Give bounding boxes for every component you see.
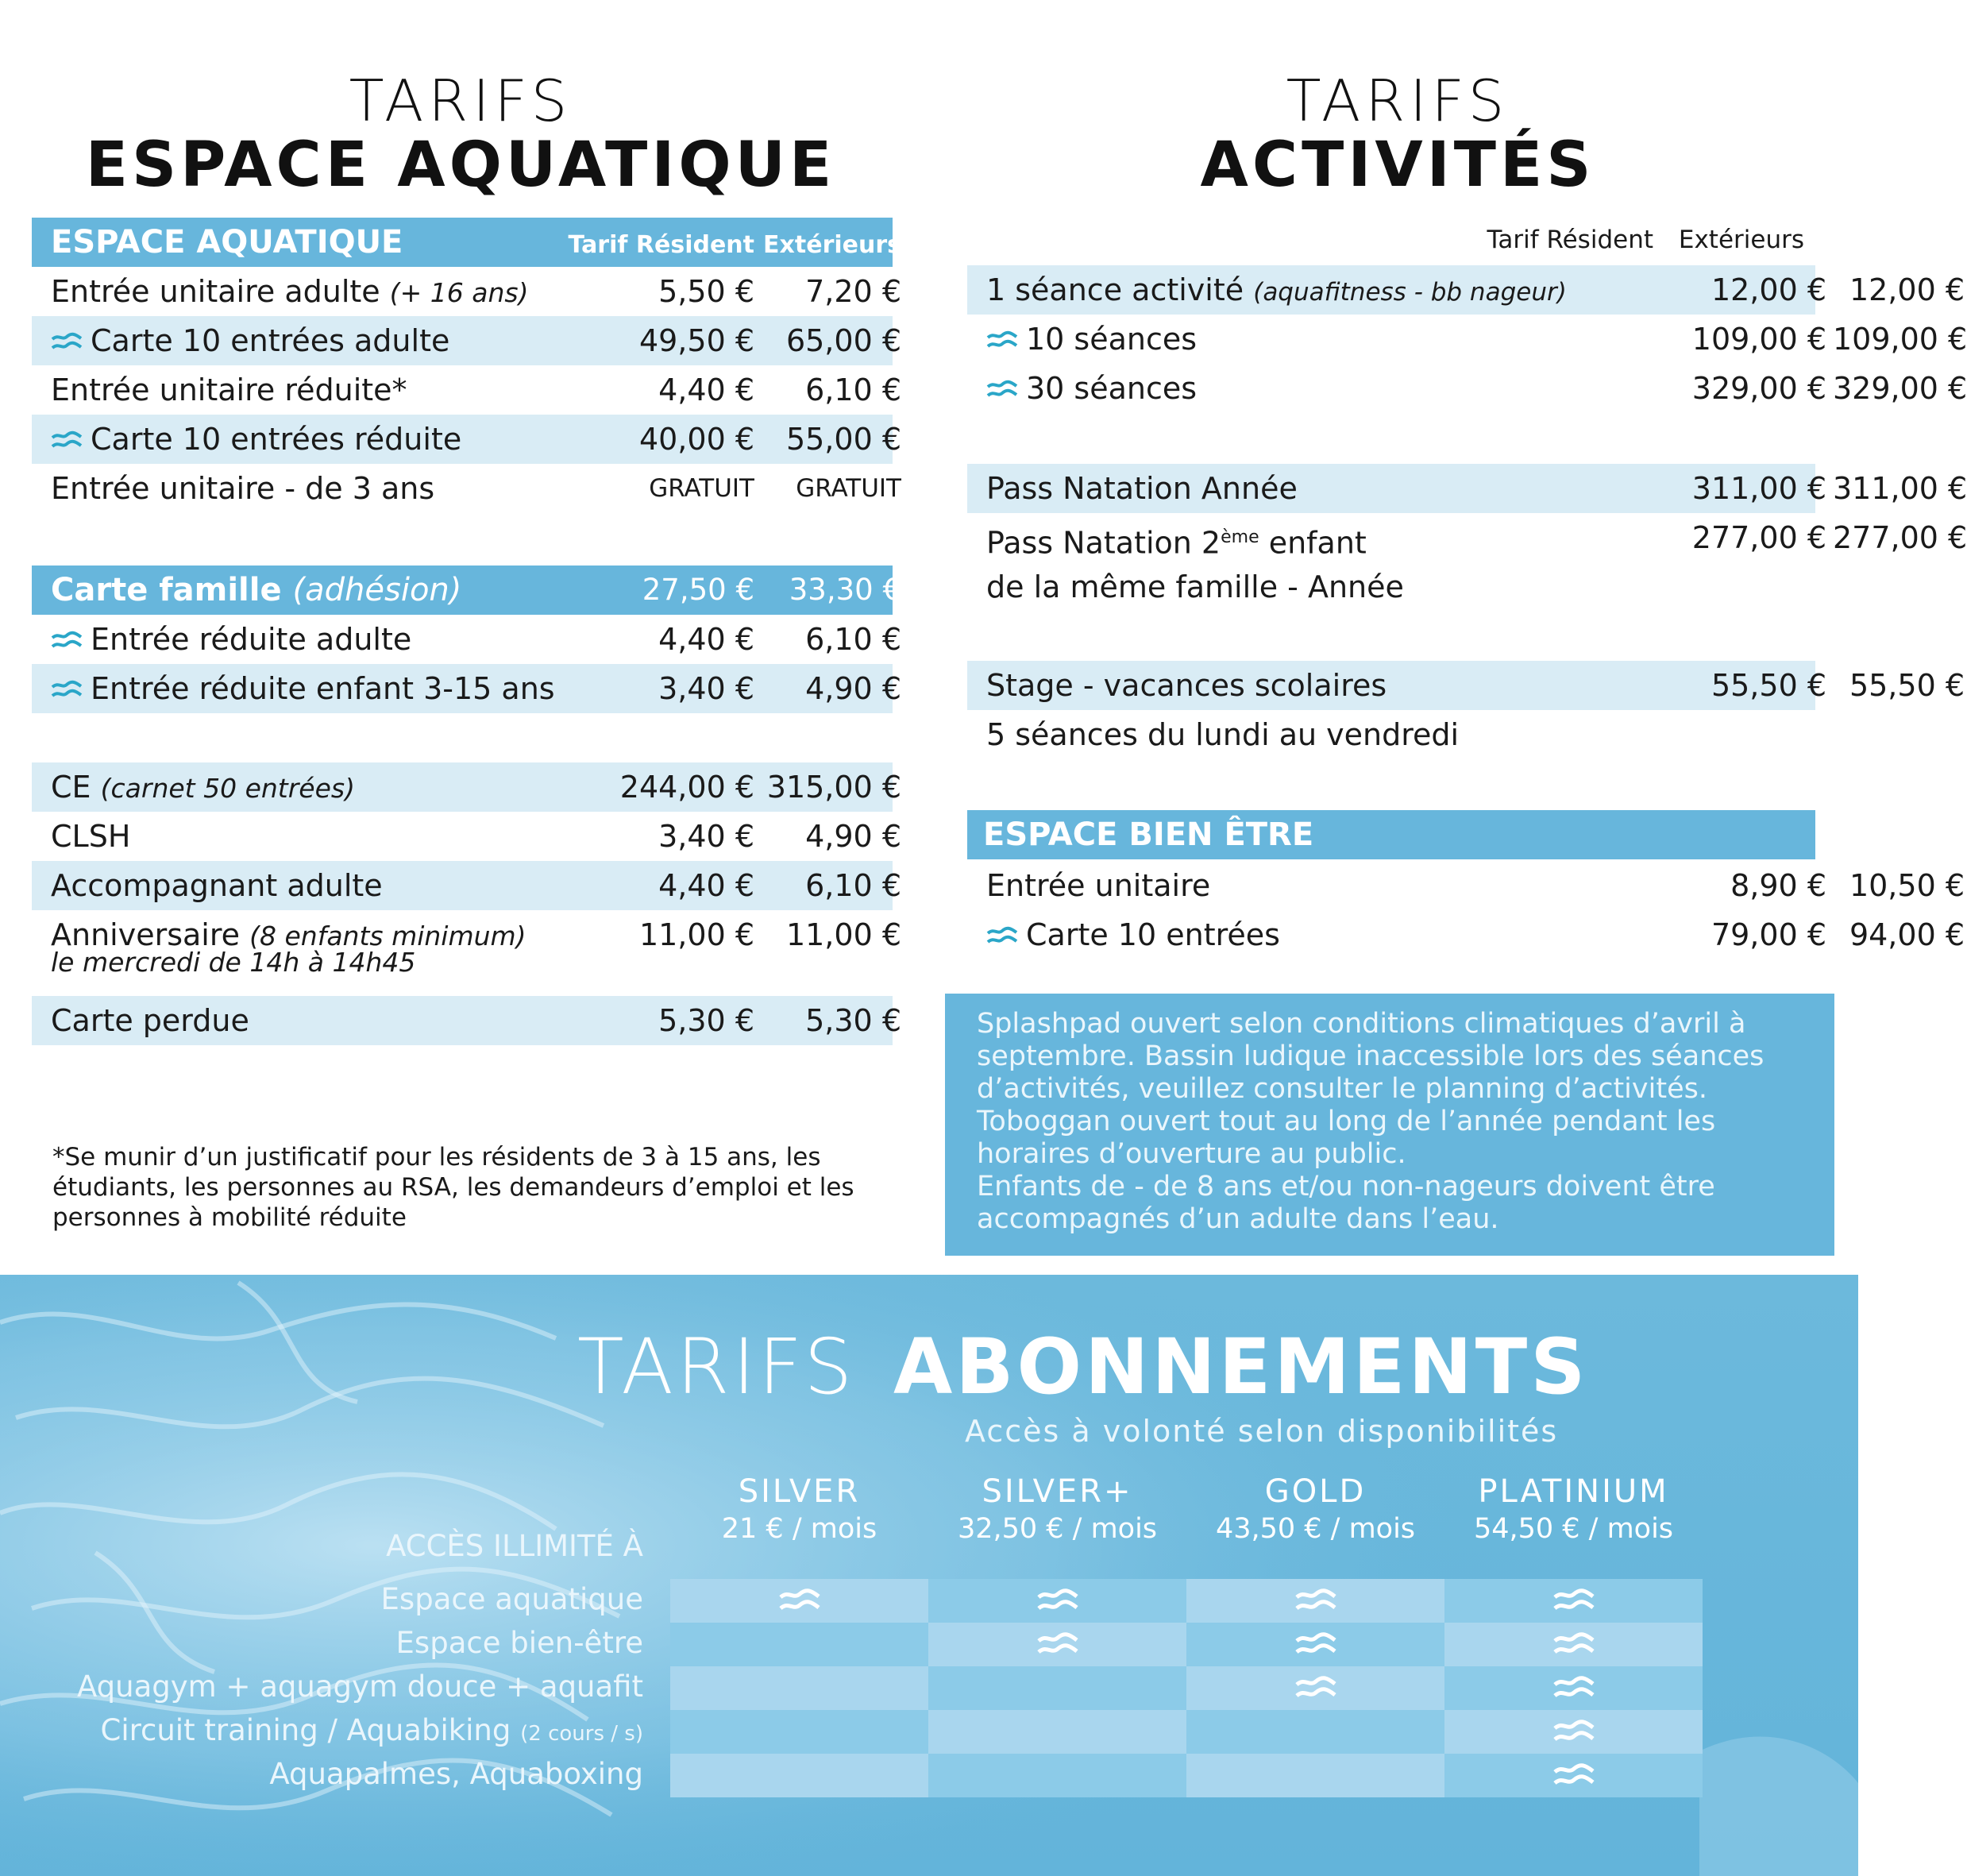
access-cell: [1444, 1666, 1703, 1710]
bien-etre-header-label: ESPACE BIEN ÊTRE: [983, 816, 1314, 853]
row-label-text-b: enfant: [1259, 525, 1367, 561]
exterieurs-price: 109,00 €: [1833, 322, 1967, 357]
resident-price: 311,00 €: [1691, 471, 1826, 506]
access-cell: [1186, 1754, 1444, 1797]
abonnements-subtitle: Accès à volonté selon disponibilités: [965, 1414, 1559, 1449]
plan-silver: [669, 1473, 931, 1545]
abonnements-section: [0, 1275, 1858, 1876]
bien-etre-row: [967, 861, 1965, 910]
exterieurs-price: 33,30 €: [789, 573, 901, 607]
row-label: [51, 996, 249, 1045]
access-cell: [670, 1666, 928, 1710]
resident-price: 40,00 €: [638, 422, 754, 457]
exterieurs-price: 11,00 €: [785, 917, 901, 952]
price-row: [32, 464, 901, 513]
row-label-text: Carte 10 entrées: [1026, 917, 1280, 952]
row-label: [986, 861, 1210, 910]
price-row: [32, 762, 901, 812]
row-label: [51, 365, 407, 415]
row-label-text: 1 séance activité: [986, 272, 1244, 307]
access-cell: [928, 1623, 1186, 1666]
plan-name: GOLD: [1264, 1473, 1367, 1510]
feature-label-text: Espace bien-être: [395, 1626, 643, 1660]
footnote: *Se munir d’un justificatif pour les résidents de 3 à 15 ans, les étudiants, les personnes au RSA, les demandeurs d’emploi et les personnes à mobilité réduite: [52, 1143, 854, 1232]
access-cell: [1186, 1579, 1444, 1623]
row-label-text: Carte perdue: [51, 1003, 249, 1038]
feature-label: [381, 1582, 643, 1616]
row-label-line2: le mercredi de 14h à 14h45: [51, 947, 416, 978]
access-cell: [1444, 1710, 1703, 1754]
row-label: [51, 861, 383, 910]
row-label-note: (8 enfants minimum): [249, 921, 526, 952]
resident-column-header: Tarif Résident: [568, 231, 754, 259]
resident-price: GRATUIT: [649, 474, 754, 503]
row-label-text: Carte 10 entrées adulte: [91, 323, 450, 358]
row-label-text: Entrée réduite enfant 3-15 ans: [91, 671, 555, 706]
wave-icon: [986, 925, 1018, 948]
price-row: [32, 415, 901, 464]
right-title-light: TARIFS: [1286, 68, 1510, 134]
feature-label-text: Espace aquatique: [380, 1582, 643, 1616]
row-label: [51, 464, 434, 513]
access-cell: [928, 1666, 1186, 1710]
access-cell: [928, 1710, 1186, 1754]
wave-icon: [51, 630, 83, 652]
resident-price: 79,00 €: [1711, 917, 1826, 952]
abonnements-title-bold: ABONNEMENTS: [893, 1322, 1589, 1411]
row-label-text: Accompagnant adulte: [51, 868, 383, 903]
access-cell: [670, 1710, 928, 1754]
exterieurs-price: 7,20 €: [805, 274, 901, 309]
exterieurs-price: 6,10 €: [805, 622, 901, 657]
wave-icon: [51, 679, 83, 701]
resident-price: 55,50 €: [1711, 668, 1826, 703]
activites-col1-header: Tarif Résident: [1487, 226, 1653, 254]
activites-col2-header: Extérieurs: [1678, 226, 1804, 254]
exterieurs-price: 65,00 €: [785, 323, 901, 358]
exterieurs-price: GRATUIT: [796, 474, 901, 503]
row-label-sup: ème: [1221, 527, 1259, 547]
pass-natation-row: [967, 464, 1967, 513]
resident-price: 4,40 €: [658, 622, 754, 657]
resident-price: 329,00 €: [1691, 371, 1826, 406]
feature-label: [77, 1669, 643, 1704]
row-label: [986, 315, 1197, 364]
price-row: [32, 267, 901, 316]
resident-price: 27,50 €: [642, 573, 754, 607]
features-title: ACCÈS ILLIMITÉ À: [386, 1529, 643, 1563]
aquatique-header-label: ESPACE AQUATIQUE: [51, 224, 403, 261]
exterieurs-price: 12,00 €: [1849, 272, 1965, 307]
access-cell: [670, 1623, 928, 1666]
row-label: [986, 910, 1280, 959]
plan-price: 54,50 € / mois: [1473, 1513, 1674, 1545]
right-title-bold: ACTIVITÉS: [1200, 129, 1595, 201]
features-column: [0, 1275, 643, 1876]
feature-label: [396, 1626, 643, 1660]
row-label-note: (carnet 50 entrées): [100, 773, 355, 804]
price-row: [32, 316, 901, 365]
row-label: [51, 762, 355, 813]
access-cell: [928, 1579, 1186, 1623]
resident-price: 3,40 €: [658, 819, 754, 854]
resident-price: 5,30 €: [658, 1003, 754, 1038]
plan-platinium: [1443, 1473, 1705, 1545]
exterieurs-price: 55,00 €: [785, 422, 901, 457]
exterieurs-price: 329,00 €: [1833, 371, 1967, 406]
resident-price: 4,40 €: [658, 372, 754, 407]
row-label-text: Entrée unitaire - de 3 ans: [51, 471, 435, 506]
note-line: septembre. Bassin ludique inaccessible lors des séances: [977, 1040, 1765, 1072]
row-label-text: Carte famille: [51, 572, 282, 608]
row-label-note: (adhésion): [292, 572, 462, 608]
resident-price: 12,00 €: [1711, 272, 1826, 307]
price-row: [32, 664, 901, 713]
row-label-text: CE: [51, 770, 91, 805]
row-label-text: Anniversaire: [51, 917, 241, 952]
feature-label-text: Aquagym + aquagym douce + aquafit: [77, 1669, 643, 1704]
resident-price: 4,40 €: [658, 868, 754, 903]
exterieurs-price: 6,10 €: [805, 372, 901, 407]
row-label: [51, 415, 461, 464]
row-label-text: CLSH: [51, 819, 131, 854]
row-label: [986, 464, 1298, 513]
exterieurs-price: 94,00 €: [1849, 917, 1965, 952]
row-label-text: Carte 10 entrées réduite: [91, 422, 462, 457]
pass-natation-2-row: [967, 513, 1967, 612]
access-cell: [1186, 1710, 1444, 1754]
exterieurs-price: 311,00 €: [1833, 471, 1967, 506]
abonnements-title-light: TARIFS: [577, 1322, 856, 1411]
note-line: Toboggan ouvert tout au long de l’année pendant les: [977, 1106, 1716, 1137]
exterieurs-price: 277,00 €: [1833, 520, 1967, 555]
exterieurs-price: 4,90 €: [805, 671, 901, 706]
wave-icon: [51, 331, 83, 353]
row-label-line2: de la même famille - Année: [986, 569, 1404, 604]
info-note-text: [977, 1008, 1764, 1236]
plan-name: SILVER+: [982, 1473, 1133, 1510]
resident-price: 277,00 €: [1691, 520, 1826, 555]
left-title-light: TARIFS: [349, 68, 573, 134]
plan-price: 21 € / mois: [721, 1513, 877, 1545]
note-line: accompagnés d’un adulte dans l’eau.: [977, 1203, 1499, 1235]
row-label-text: Entrée unitaire réduite*: [51, 372, 407, 407]
row-label-line2: 5 séances du lundi au vendredi: [986, 717, 1460, 752]
access-cell: [670, 1754, 928, 1797]
row-label-text: Pass Natation Année: [986, 471, 1298, 506]
row-label-text: 10 séances: [1026, 322, 1198, 357]
exterieurs-price: 5,30 €: [805, 1003, 901, 1038]
resident-price: 109,00 €: [1691, 322, 1826, 357]
row-label: [986, 661, 1387, 710]
wave-icon: [986, 379, 1018, 401]
row-label: [986, 513, 1367, 568]
row-label-note: (aquafitness - bb nageur): [1253, 278, 1567, 307]
plan-gold: [1185, 1473, 1447, 1545]
resident-price: 5,50 €: [658, 274, 754, 309]
resident-price: 3,40 €: [658, 671, 754, 706]
resident-price: 11,00 €: [638, 917, 754, 952]
note-line: Enfants de - de 8 ans et/ou non-nageurs doivent être: [977, 1171, 1715, 1202]
price-row: [967, 265, 1965, 315]
carte-famille-row: [32, 566, 901, 615]
note-line: horaires d’ouverture au public.: [977, 1138, 1406, 1170]
row-label-text: Entrée unitaire: [986, 868, 1211, 903]
carte-famille-label: [51, 566, 461, 615]
price-row: [32, 910, 901, 991]
exterieurs-price: 55,50 €: [1849, 668, 1965, 703]
aquatique-table-header: [32, 218, 901, 267]
plan-silver-plus: [927, 1473, 1189, 1545]
price-row: [32, 812, 901, 861]
plan-price: 43,50 € / mois: [1215, 1513, 1416, 1545]
note-line: Splashpad ouvert selon conditions climatiques d’avril à: [977, 1008, 1746, 1040]
row-label: [51, 664, 555, 713]
feature-label-text: Aquapalmes, Aquaboxing: [269, 1757, 643, 1791]
exterieurs-price: 6,10 €: [805, 868, 901, 903]
row-label-text: 30 séances: [1026, 371, 1198, 406]
row-label: [51, 615, 411, 664]
access-cell: [1444, 1754, 1703, 1797]
row-label: [51, 316, 449, 365]
feature-label: [101, 1713, 644, 1747]
plan-name: PLATINIUM: [1478, 1473, 1669, 1510]
wave-icon: [986, 330, 1018, 352]
plan-price: 32,50 € / mois: [957, 1513, 1158, 1545]
row-label: [51, 812, 130, 861]
row-label-text: Entrée réduite adulte: [91, 622, 412, 657]
info-note-box: [945, 994, 1834, 1256]
row-label-note: (+ 16 ans): [389, 277, 529, 308]
price-row: [967, 364, 1967, 413]
price-row: [32, 996, 901, 1045]
feature-label-text: Circuit training / Aquabiking: [100, 1713, 511, 1747]
access-cell: [1444, 1579, 1703, 1623]
access-cell: [1186, 1623, 1444, 1666]
access-cell: [1444, 1623, 1703, 1666]
exterieurs-price: 4,90 €: [805, 819, 901, 854]
exterieurs-price: 10,50 €: [1849, 868, 1965, 903]
bien-etre-header: [967, 810, 1815, 859]
price-row: [32, 615, 901, 664]
exterieurs-column-header: Extérieurs: [763, 231, 901, 259]
left-title-bold: ESPACE AQUATIQUE: [85, 129, 836, 201]
resident-price: 244,00 €: [619, 770, 754, 805]
price-row: [32, 365, 901, 415]
row-label: [986, 364, 1197, 413]
row-label-text: Entrée unitaire adulte: [51, 274, 380, 309]
access-cell: [670, 1579, 928, 1623]
row-label-text: Pass Natation 2: [986, 525, 1221, 561]
row-label-text: Stage - vacances scolaires: [986, 668, 1387, 703]
access-cell: [1186, 1666, 1444, 1710]
price-row: [32, 861, 901, 910]
exterieurs-price: 315,00 €: [766, 770, 901, 805]
bien-etre-row: [967, 910, 1965, 959]
note-line: d’activités, veuillez consulter le planning d’activités.: [977, 1073, 1707, 1105]
feature-label: [269, 1757, 643, 1791]
access-cell: [928, 1754, 1186, 1797]
plan-name: SILVER: [738, 1473, 861, 1510]
stage-row: [967, 661, 1965, 710]
resident-price: 49,50 €: [638, 323, 754, 358]
row-label: [51, 267, 528, 318]
feature-label-note: (2 cours / s): [520, 1722, 643, 1746]
wave-icon: [51, 430, 83, 452]
resident-price: 8,90 €: [1730, 868, 1826, 903]
price-row: [967, 315, 1967, 364]
